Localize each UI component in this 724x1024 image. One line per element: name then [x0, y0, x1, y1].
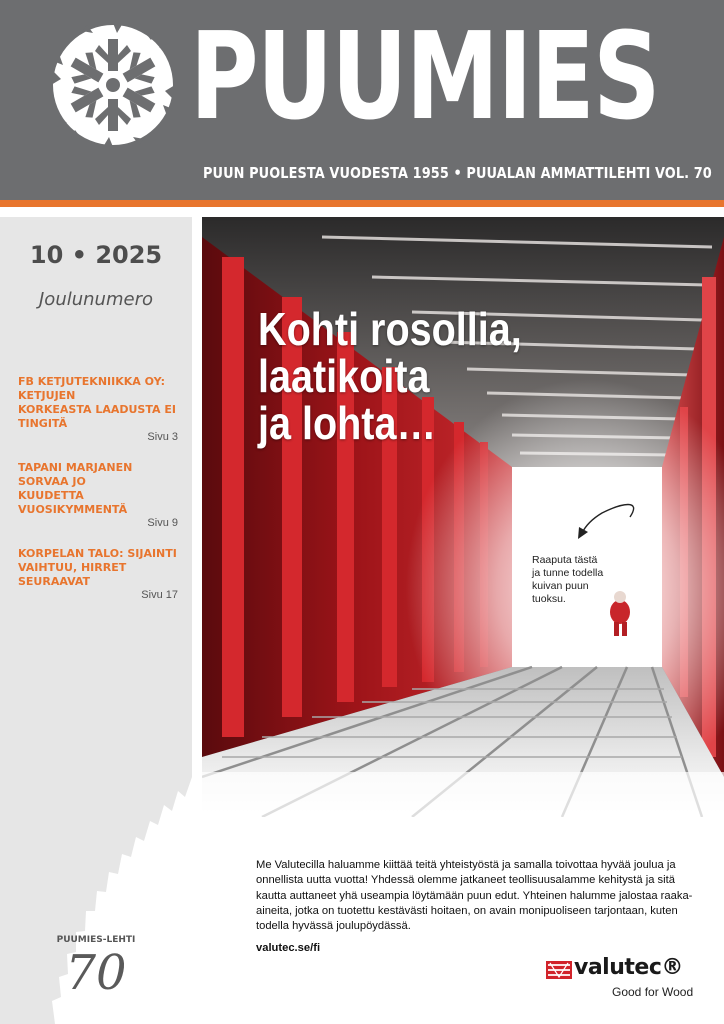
toc-page: Sivu 9 — [147, 517, 178, 529]
accent-rule — [0, 200, 724, 207]
masthead-tagline: PUUN PUOLESTA VUODESTA 1955 • PUUALAN AMMATTILEHTI VOL. 70 — [203, 164, 712, 182]
saw-snowflake-logo-icon — [48, 20, 178, 150]
toc-title-line: KUUDETTA VUOSIKYMMENTÄ — [18, 489, 128, 516]
toc-title-line: FB KETJUTEKNIIKKA OY: KETJUJEN — [18, 375, 165, 402]
note-line: kuivan puun — [532, 580, 589, 592]
note-line: tuoksu. — [532, 593, 566, 605]
toc-item[interactable] — [18, 461, 178, 529]
divider — [0, 207, 724, 217]
toc-title-line: KORPELAN TALO: SIJAINTI — [18, 547, 177, 560]
magazine-title: PUUMIES — [190, 8, 660, 147]
valutec-logo-text: valutec® — [574, 955, 683, 980]
sidebar — [0, 217, 192, 1024]
toc-page: Sivu 3 — [147, 431, 178, 443]
toc-title-line: VAIHTUU, HIRRET SEURAAVAT — [18, 561, 127, 588]
headline-line: ja lohta… — [258, 397, 437, 449]
valutec-logo-icon — [546, 961, 572, 979]
issue-subtitle: Joulunumero — [39, 289, 153, 310]
anniversary-label: PUUMIES-LEHTI — [56, 935, 136, 945]
toc-item[interactable] — [18, 547, 178, 601]
toc-title-line: KORKEASTA LAADUSTA EI TINGITÄ — [18, 403, 176, 430]
headline-line: laatikoita — [258, 350, 430, 402]
toc-page: Sivu 17 — [141, 589, 178, 601]
toc-item[interactable] — [18, 375, 178, 443]
note-line: Raaputa tästä — [532, 554, 598, 566]
ad-website-link[interactable]: valutec.se/fi — [256, 942, 321, 954]
ad-body-text: Me Valutecilla haluamme kiittää teitä yhteistyöstä ja samalla toivottaa hyvää joulua ja onnellista uutta vuotta! Yhdessä olemme jatkaneet teollisuusalamme kehitystä ja sitä kautta auttaneet yhä useampia löytämään puun edut. Yhteinen halumme jalostaa raaka-aineita, jotka on tuotettu kestävästi hoitaen, on avain monipuoliseen tarjontaan, kuten todella hyvässä joulupöydässä. — [256, 859, 693, 933]
anniversary-number: 70 — [65, 945, 127, 1001]
headline-line: Kohti rosollia, — [258, 303, 522, 355]
cover-headline — [258, 303, 522, 449]
toc-title-line: TAPANI MARJANEN SORVAA JO — [18, 461, 133, 488]
issue-number: 10 • 2025 — [29, 241, 163, 269]
scratch-note — [532, 554, 632, 606]
note-line: ja tunne todella — [532, 567, 604, 579]
masthead — [0, 0, 724, 200]
valutec-slogan: Good for Wood — [612, 985, 694, 999]
